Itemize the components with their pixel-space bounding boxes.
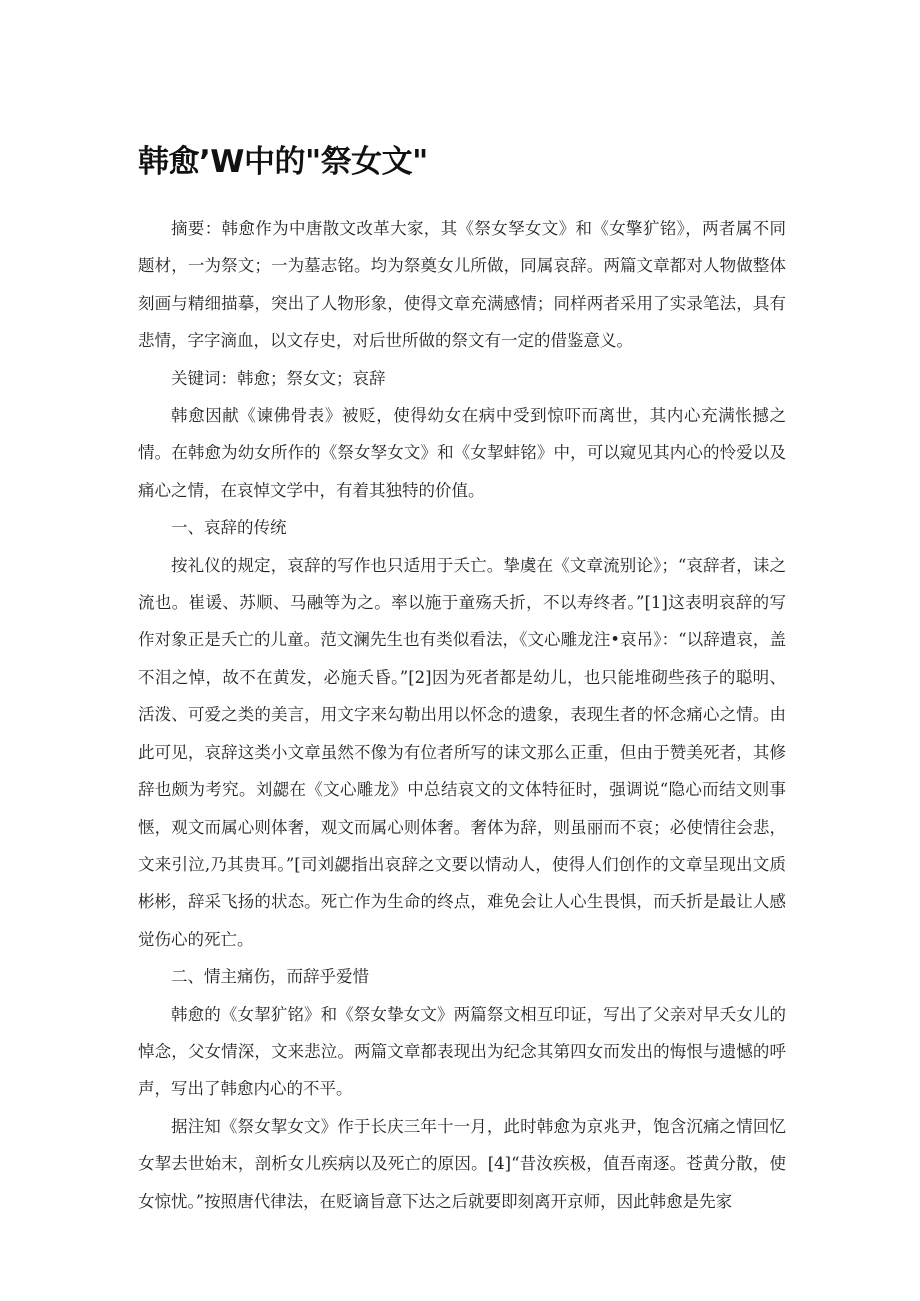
intro-paragraph: 韩愈因献《谏佛骨表》被贬，使得幼女在病中受到惊吓而离世，其内心充满怅撼之情。在韩愈为幼女所作的《祭女孥女文》和《女挈蚌铭》中，可以窥见其内心的怜爱以及痛心之情，在哀悼文学中，有着其独特的价值。 (138, 406, 786, 500)
section-heading-2: 二、情主痛伤，而辞乎爱惜 (171, 967, 369, 987)
section-1-paragraph: 按礼仪的规定，哀辞的写作也只适用于夭亡。挚虞在《文章流别论》；“哀辞者，诔之流也。崔谖、苏顺、马融等为之。率以施于童殇夭折，不以寿终者。”[1]这表明哀辞的写作对象正是夭亡的儿童。范文澜先生也有类似看法，《文心雕龙注•哀吊》：“以辞遣哀，盖不泪之悼，故不在黄发，必施夭昏。”[2]因为死者都是幼儿，也只能堆砌些孩子的聪明、活泼、可爱之类的美言，用文字来勾勒出用以怀念的遗象，表现生者的怀念痛心之情。由此可见，哀辞这类小文章虽然不像为有位者所写的诔文那么正重，但由于赞美死者，其修辞也颇为考究。刘勰在《文心雕龙》中总结哀文的文体特征时，强调说“隐心而结文则事惬，观文而属心则体奢，观文而属心则体奢。奢体为辞，则虽丽而不哀；必使情往会悲，文来引泣,乃其贵耳。”[司刘勰指出哀辞之文要以情动人，使得人们创作的文章呈现出文质彬彬，辞采飞扬的状态。死亡作为生命的终点，难免会让人心生畏惧，而夭折是最让人感觉伤心的死亡。 (138, 555, 786, 949)
article (138, 138, 786, 1220)
article-title: 韩愈’W中的"祭女文" (138, 144, 428, 180)
keywords-line: 关键词：韩愈；祭女文；哀辞 (171, 368, 386, 388)
abstract-paragraph: 摘要：韩愈作为中唐散文改革大家，其《祭女孥女文》和《女擎犷铭》，两者属不同题材，一为祭文；一为墓志铭。均为祭奠女儿所做，同属哀辞。两篇文章都对人物做整体刻画与精细描摹，突出了人物形象，使得文章充满感情；同样两者采用了实录笔法，具有悲情，字字滴血，以文存史，对后世所做的祭文有一定的借鉴意义。 (138, 219, 786, 351)
section-2-paragraph-2: 据注知《祭女挈女文》作于长庆三年十一月，此时韩愈为京兆尹，饱含沉痛之情回忆女挈去世始末，剖析女儿疾病以及死亡的原因。[4]“昔汝疾极，值吾南逐。苍黄分散，使女惊忧。”按照唐代律法，在贬谪旨意下达之后就要即刻离开京师，因此韩愈是先家 (138, 1116, 786, 1211)
section-2-paragraph-1: 韩愈的《女挈犷铭》和《祭女挚女文》两篇祭文相互印证，写出了父亲对早夭女儿的悼念，父女情深，文来悲泣。两篇文章都表现出为纪念其第四女而发出的悔恨与遗憾的呼声，写出了韩愈内心的不平。 (138, 1004, 786, 1099)
section-heading-1: 一、哀辞的传统 (171, 518, 287, 538)
